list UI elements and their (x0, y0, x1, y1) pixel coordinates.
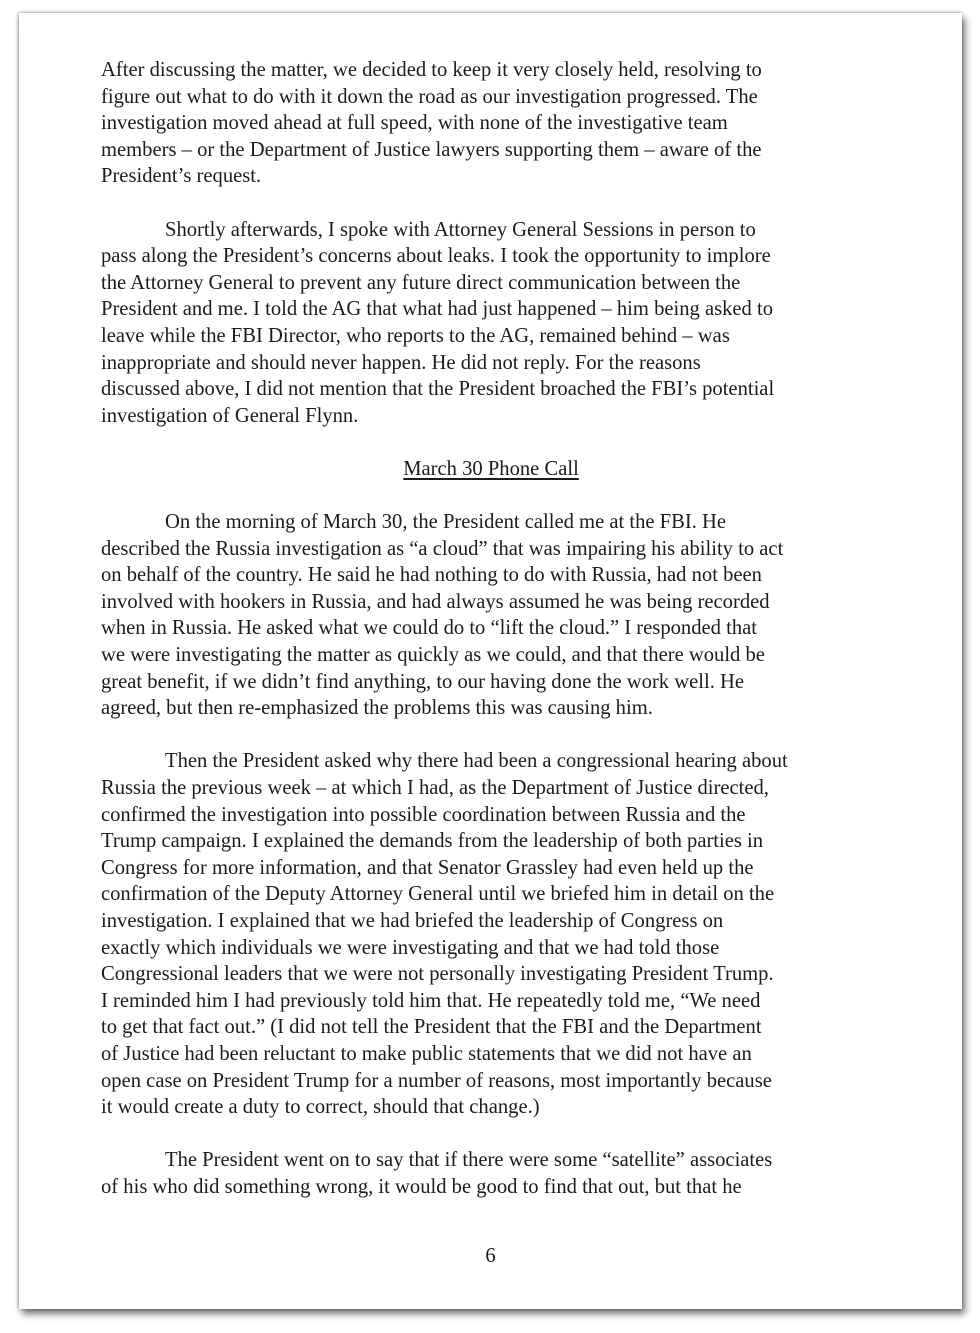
text-line: to get that fact out.” (I did not tell the President that the FBI and the Department (101, 1016, 762, 1039)
text-line: members – or the Department of Justice lawyers supporting them – aware of the (101, 138, 762, 161)
text-line: Then the President asked why there had been a congressional hearing about (165, 750, 788, 773)
paragraph-5 (101, 1147, 881, 1200)
text-line: on behalf of the country. He said he had nothing to do with Russia, had not been (101, 564, 762, 587)
text-line: inappropriate and should never happen. He did not reply. For the reasons (101, 351, 701, 374)
text-line: of his who did something wrong, it would be good to find that out, but that he (101, 1175, 742, 1198)
text-line: investigation of General Flynn. (101, 404, 359, 427)
text-line: Congressional leaders that we were not personally investigating President Trump. (101, 963, 774, 986)
text-line: President and me. I told the AG that what had just happened – him being asked to (101, 298, 774, 321)
section-heading: March 30 Phone Call (403, 457, 579, 480)
document-page (19, 13, 962, 1309)
text-line: open case on President Trump for a number of reasons, most importantly because (101, 1069, 772, 1092)
text-line: pass along the President’s concerns about leaks. I took the opportunity to implore (101, 245, 771, 268)
text-line: exactly which individuals we were investigating and that we had told those (101, 936, 720, 959)
text-line: discussed above, I did not mention that the President broached the FBI’s potential (101, 378, 775, 401)
text-line: Congress for more information, and that Senator Grassley had even held up the (101, 856, 754, 879)
page-content (101, 57, 881, 1227)
text-line: it would create a duty to correct, should that change.) (101, 1096, 540, 1119)
paragraph-1 (101, 57, 881, 190)
text-line: confirmation of the Deputy Attorney General until we briefed him in detail on the (101, 883, 775, 906)
text-line: figure out what to do with it down the road as our investigation progressed. The (101, 85, 758, 108)
text-line: agreed, but then re-emphasized the problems this was causing him. (101, 697, 653, 720)
paragraph-2 (101, 217, 881, 430)
text-line: great benefit, if we didn’t find anything, to our having done the work well. He (101, 670, 745, 693)
text-line: The President went on to say that if there were some “satellite” associates (165, 1149, 773, 1172)
text-line: when in Russia. He asked what we could do to “lift the cloud.” I responded that (101, 617, 757, 640)
text-line: involved with hookers in Russia, and had always assumed he was being recorded (101, 590, 770, 613)
text-line: President’s request. (101, 165, 262, 188)
paragraph-4 (101, 748, 881, 1120)
page-number: 6 (485, 1245, 496, 1267)
text-line: Shortly afterwards, I spoke with Attorney General Sessions in person to (165, 218, 756, 241)
text-line: we were investigating the matter as quickly as we could, and that there would be (101, 644, 765, 667)
text-line: I reminded him I had previously told him that. He repeatedly told me, “We need (101, 989, 761, 1012)
text-line: Russia the previous week – at which I had, as the Department of Justice directed, (101, 777, 769, 800)
text-line: Trump campaign. I explained the demands from the leadership of both parties in (101, 830, 764, 853)
text-line: investigation moved ahead at full speed, with none of the investigative team (101, 112, 728, 135)
text-line: confirmed the investigation into possible coordination between Russia and the (101, 803, 746, 826)
text-line: of Justice had been reluctant to make public statements that we did not have an (101, 1042, 752, 1065)
text-line: investigation. I explained that we had briefed the leadership of Congress on (101, 910, 724, 932)
text-line: leave while the FBI Director, who reports to the AG, remained behind – was (101, 324, 730, 347)
paragraph-3 (101, 509, 881, 722)
text-line: described the Russia investigation as “a cloud” that was impairing his ability to act (101, 537, 784, 560)
text-line: After discussing the matter, we decided to keep it very closely held, resolving to (101, 59, 762, 81)
text-line: the Attorney General to prevent any future direct communication between the (101, 271, 741, 294)
text-line: On the morning of March 30, the President called me at the FBI. He (165, 511, 727, 534)
